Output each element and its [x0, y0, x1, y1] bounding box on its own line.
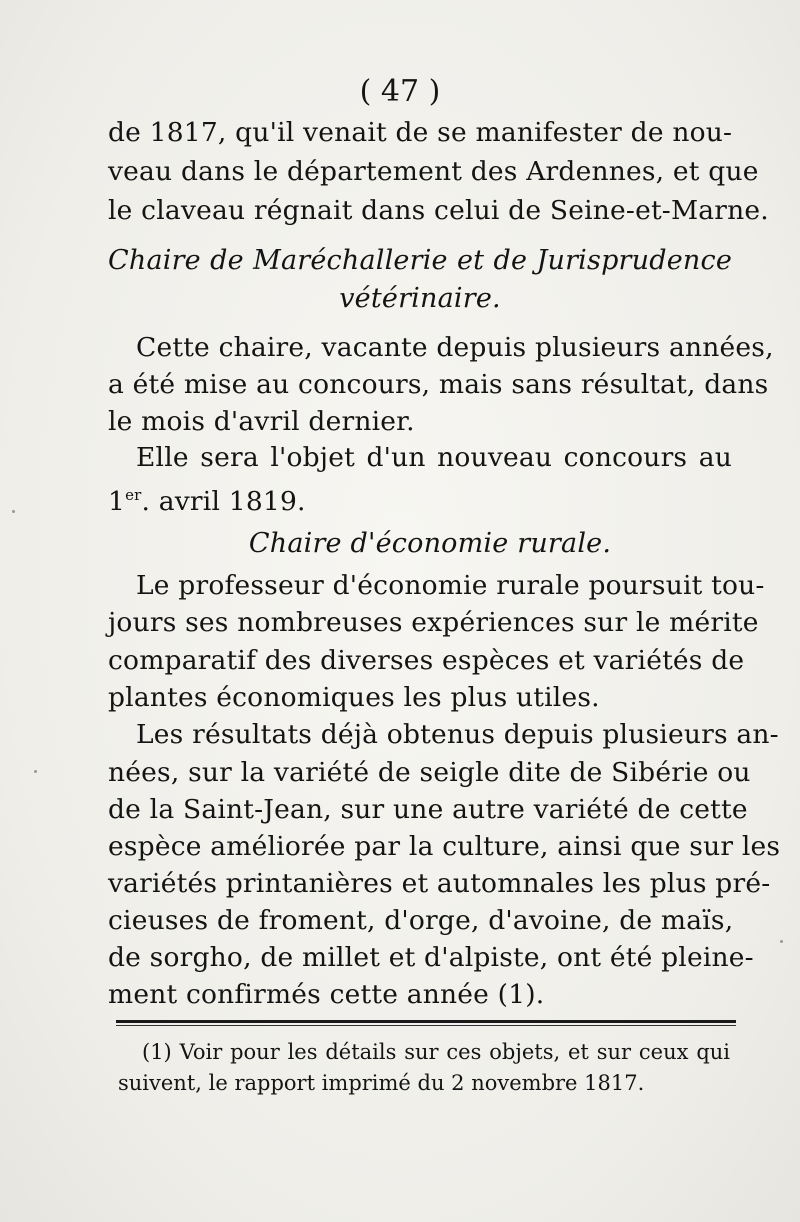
text-line: de sorgho, de millet et d'alpiste, ont été pleine-	[108, 942, 754, 973]
text-line: nées, sur la variété de seigle dite de Sibérie ou	[108, 757, 751, 788]
text-line: Cette chaire, vacante depuis plusieurs années,	[136, 332, 774, 363]
text-line: plantes économiques les plus utiles.	[108, 682, 600, 713]
text-line: ment confirmés cette année (1).	[108, 979, 545, 1010]
text-line: Les résultats déjà obtenus depuis plusieurs an-	[136, 719, 779, 750]
scan-speck	[12, 510, 15, 513]
section-heading: Chaire de Maréchallerie et de Jurisprudence	[108, 245, 732, 276]
text-line: Elle sera l'objet d'un nouveau concours au	[136, 442, 732, 473]
text-line: de la Saint-Jean, sur une autre variété de cette	[108, 794, 748, 825]
footnote-rule	[116, 1020, 736, 1026]
text-line: le claveau régnait dans celui de Seine-et-Marne.	[108, 195, 769, 226]
text-line: Le professeur d'économie rurale poursuit tou-	[136, 570, 765, 601]
date-rest: . avril 1819.	[141, 485, 306, 517]
page-number: ( 47 )	[359, 74, 441, 109]
text-line: comparatif des diverses espèces et variétés de	[108, 645, 745, 676]
scan-speck	[780, 940, 783, 943]
text-line	[108, 477, 732, 520]
ordinal-suffix: er	[125, 486, 142, 504]
footnote-line: (1) Voir pour les détails sur ces objets, et sur ceux qui	[142, 1040, 730, 1064]
section-heading: Chaire d'économie rurale.	[248, 528, 612, 559]
text-line: espèce améliorée par la culture, ainsi que sur les	[108, 831, 781, 862]
text-line: jours ses nombreuses expériences sur le mérite	[108, 607, 759, 638]
text-line: de 1817, qu'il venait de se manifester de nou-	[108, 117, 733, 148]
scan-speck	[34, 770, 37, 773]
text-line: cieuses de froment, d'orge, d'avoine, de maïs,	[108, 905, 734, 936]
text-line: veau dans le département des Ardennes, et que	[108, 156, 759, 187]
footnote-line: suivent, le rapport imprimé du 2 novembre 1817.	[118, 1071, 645, 1095]
date-day: 1	[108, 485, 126, 517]
text-line: le mois d'avril dernier.	[108, 406, 415, 437]
text-line: a été mise au concours, mais sans résultat, dans	[108, 369, 769, 400]
section-heading-continuation: vétérinaire.	[339, 283, 501, 314]
text-line: variétés printanières et automnales les plus pré-	[108, 868, 771, 899]
